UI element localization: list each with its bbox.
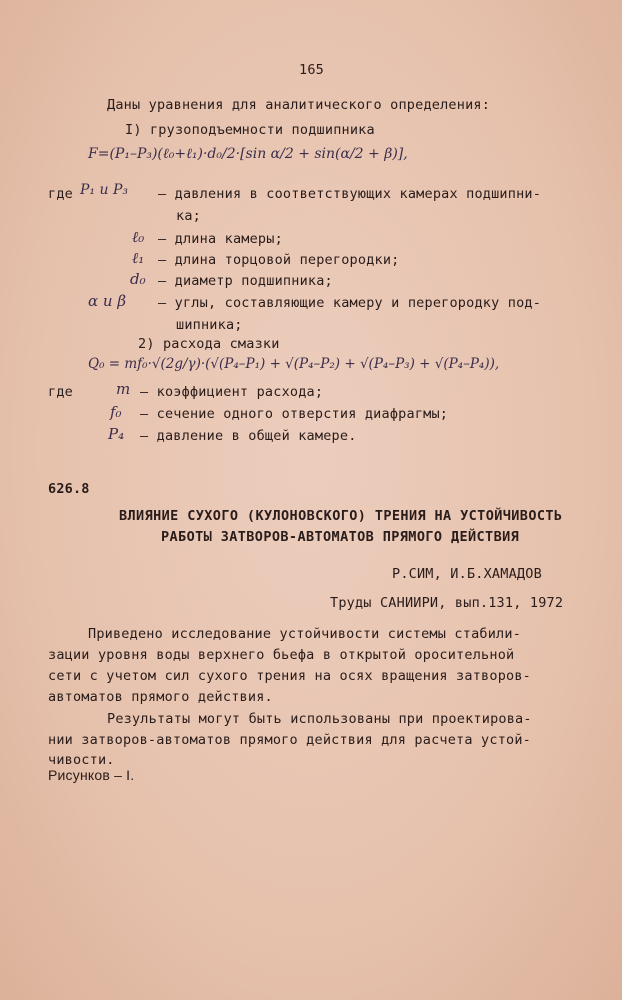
where-symbol: P₄ [108,425,125,443]
where-symbol: ℓ₀ [132,228,145,246]
abstract-line: сети с учетом сил сухого трения на осях вращения затворов- [48,668,532,684]
where-line: ка; [176,208,201,224]
where-line: – длина камеры; [158,231,283,247]
abstract-line: Результаты могут быть использованы при проектирова- [107,711,532,727]
abstract-line: нии затворов-автоматов прямого действия для расчета устой- [48,732,532,748]
where-symbol: ℓ₁ [132,249,145,267]
where-symbol-p1-p3: P₁ и P₃ [80,182,128,198]
where-line: – давление в общей камере. [140,428,357,444]
where-symbol: f₀ [110,403,122,421]
abstract-line: автоматов прямого действия. [48,689,273,705]
intro-text: Даны уравнения для аналитического определения: [107,97,491,113]
page-number: 165 [299,62,324,78]
where-line: – длина торцовой перегородки; [158,252,400,268]
where-line: шипника; [176,317,243,333]
source: Труды САНИИРИ, вып.131, 1972 [330,595,564,611]
where-lead-1: где [48,186,73,202]
item-2: 2) расхода смазки [138,336,280,352]
item-1: I) грузоподъемности подшипника [125,122,375,138]
formula-2: Q₀ = mf₀·√(2g/γ)·(√(P₄–P₁) + √(P₄–P₂) + √(P₄–P₃) + √(P₄–P₄)), [88,356,500,372]
formula-1: F=(P₁–P₃)(ℓ₀+ℓ₁)·d₀/2·[sin α/2 + sin(α/2 + β)], [88,146,408,162]
where-line: – сечение одного отверстия диафрагмы; [140,406,449,422]
article-title-line-2: РАБОТЫ ЗАТВОРОВ-АВТОМАТОВ ПРЯМОГО ДЕЙСТВИЯ [161,529,520,545]
abstract-line: Приведено исследование устойчивости системы стабили- [88,626,522,642]
article-title-line-1: ВЛИЯНИЕ СУХОГО (КУЛОНОВСКОГО) ТРЕНИЯ НА УСТОЙЧИВОСТЬ [119,508,563,524]
abstract-line: зации уровня воды верхнего бьефа в открытой оросительной [48,647,515,663]
figures-count: Рисунков – I. [48,767,135,783]
where-symbol: α и β [88,292,126,310]
where-symbol: m [116,380,131,398]
where-line: – давления в соответствующих камерах подшипни- [158,186,542,202]
authors: Р.СИМ, И.Б.ХАМАДОВ [392,566,542,582]
where-symbol: d₀ [130,270,146,288]
where-lead-2: где [48,384,73,400]
where-line: – диаметр подшипника; [158,273,333,289]
entry-number: 626.8 [48,481,90,497]
where-line: – коэффициент расхода; [140,384,324,400]
abstract-line: чивости. [48,752,115,768]
where-line: – углы, составляющие камеру и перегородку под- [158,295,542,311]
